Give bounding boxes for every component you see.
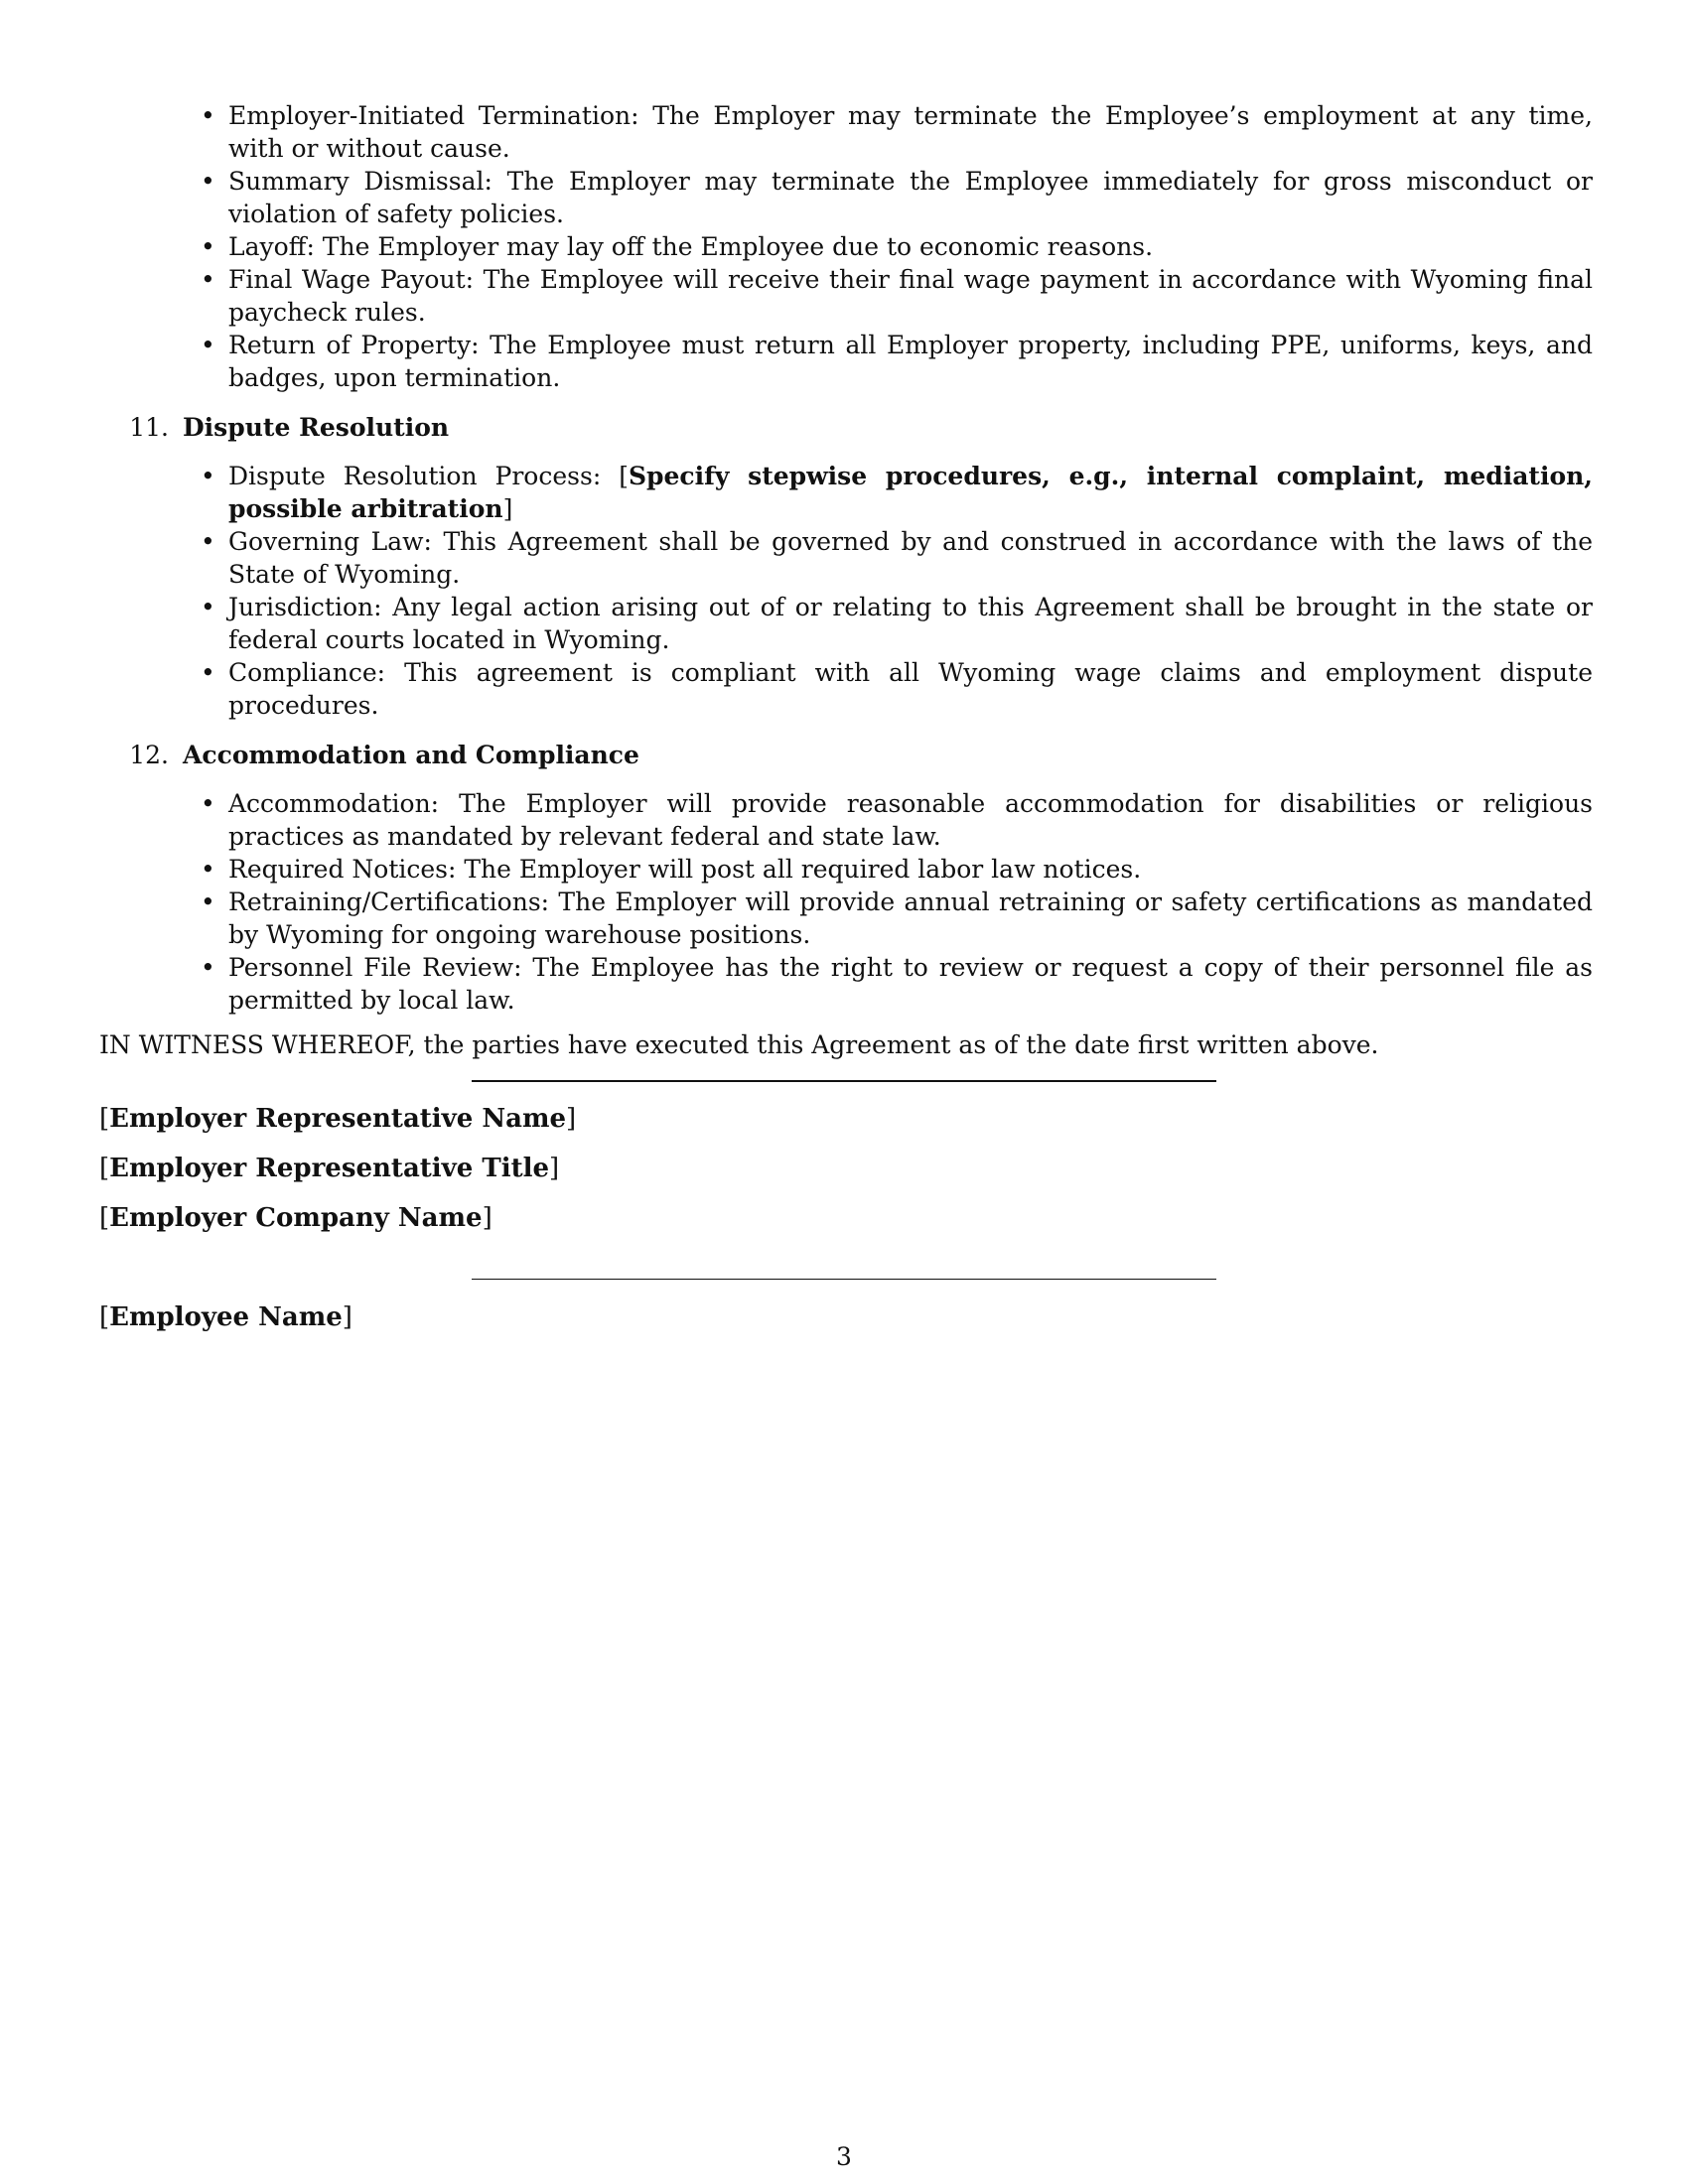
- termination-list: [99, 99, 1593, 394]
- page-number: 3: [836, 2142, 852, 2171]
- section-title: Accommodation and Compliance: [183, 741, 639, 769]
- list-item-dispute-process: • Dispute Resolution Process: [Specify stepwise procedures, e.g., internal complaint, mediation, possible arbitration]: [228, 460, 1593, 525]
- placeholder-text: Specify stepwise procedures, e.g., internal complaint, mediation, possible arbitration: [228, 462, 1593, 523]
- section-number: 11.: [129, 413, 169, 442]
- dispute-resolution-list: [99, 460, 1593, 722]
- list-item: • Accommodation: The Employer will provide reasonable accommodation for disabilities or religious practices as mandated by relevant federal and state law.: [228, 787, 1593, 853]
- list-item: • Required Notices: The Employer will post all required labor law notices.: [228, 853, 1593, 886]
- list-item: • Jurisdiction: Any legal action arising out of or relating to this Agreement shall be brought in the state or federal courts located in Wyoming.: [228, 591, 1593, 656]
- employee-name: Employee Name: [109, 1302, 343, 1332]
- section-heading-dispute-resolution: [99, 411, 1593, 444]
- witness-statement: IN WITNESS WHEREOF, the parties have executed this Agreement as of the date first written above.: [99, 1030, 1379, 1059]
- employer-company-name: Employer Company Name: [109, 1203, 483, 1233]
- section-number: 12.: [129, 741, 169, 769]
- employer-rep-title: Employer Representative Title: [109, 1154, 550, 1183]
- employee-name-field: [Employee Name]: [99, 1302, 352, 1332]
- section-heading-accommodation: [99, 739, 1593, 771]
- employer-company-field: [Employer Company Name]: [99, 1203, 492, 1233]
- list-item: • Layoff: The Employer may lay off the Employee due to economic reasons.: [228, 230, 1593, 263]
- employer-signature-line: [472, 1080, 1216, 1082]
- list-item: • Summary Dismissal: The Employer may terminate the Employee immediately for gross misconduct or violation of safety policies.: [228, 165, 1593, 230]
- list-item: • Employer-Initiated Termination: The Employer may terminate the Employee’s employment at any time, with or without cause.: [228, 99, 1593, 165]
- employer-rep-title-field: [Employer Representative Title]: [99, 1154, 560, 1183]
- accommodation-list: [99, 787, 1593, 1017]
- list-item: • Final Wage Payout: The Employee will receive their final wage payment in accordance with Wyoming final paycheck rules.: [228, 263, 1593, 329]
- list-item: • Compliance: This agreement is compliant with all Wyoming wage claims and employment dispute procedures.: [228, 656, 1593, 722]
- employer-rep-name: Employer Representative Name: [109, 1104, 567, 1134]
- list-item: • Governing Law: This Agreement shall be governed by and construed in accordance with the laws of the State of Wyoming.: [228, 525, 1593, 591]
- employee-signature-line: [472, 1279, 1216, 1280]
- section-title: Dispute Resolution: [183, 413, 450, 442]
- list-item: • Return of Property: The Employee must return all Employer property, including PPE, uniforms, keys, and badges, upon termination.: [228, 329, 1593, 394]
- list-item: • Retraining/Certifications: The Employer will provide annual retraining or safety certifications as mandated by Wyoming for ongoing warehouse positions.: [228, 886, 1593, 951]
- list-item-label: Dispute Resolution Process:: [228, 462, 620, 490]
- document-body: [99, 99, 1593, 1061]
- employer-rep-name-field: [Employer Representative Name]: [99, 1104, 577, 1134]
- list-item: • Personnel File Review: The Employee has the right to review or request a copy of their personnel file as permitted by local law.: [228, 951, 1593, 1017]
